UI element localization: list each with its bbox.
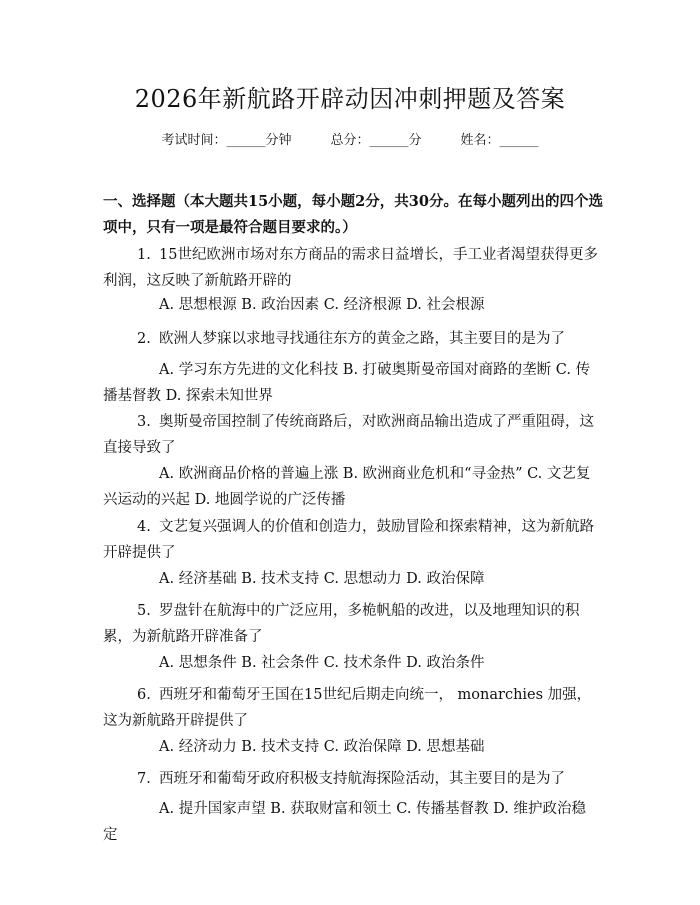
question-5-options	[103, 650, 600, 676]
question-text: 奥斯曼帝国控制了传统商路后，对欧洲商品输出造成了严重阻碍，这直接导致了	[103, 414, 594, 456]
document-title: 2026年新航路开辟动因冲刺押题及答案	[134, 85, 566, 113]
options-text: A. 思想根源 B. 政治因素 C. 经济根源 D. 社会根源	[159, 297, 485, 313]
question-number: 3.	[137, 414, 151, 430]
question-text: 罗盘针在航海中的广泛应用，多桅帆船的改进，以及地理知识的积累，为新航路开辟准备了	[103, 603, 580, 645]
question-number: 4.	[137, 519, 151, 535]
question-text: 西班牙和葡萄牙王国在15世纪后期走向统一， monarchies 加强，这为新航路开辟提供了	[103, 687, 592, 729]
question-text: 西班牙和葡萄牙政府积极支持航海探险活动，其主要目的是为了	[159, 771, 565, 787]
question-1	[103, 242, 600, 294]
question-number: 5.	[137, 603, 151, 619]
question-7	[103, 766, 600, 792]
question-number: 6.	[137, 687, 151, 703]
question-number: 1.	[137, 247, 151, 263]
question-6	[103, 682, 600, 734]
question-2	[103, 326, 600, 352]
options-text: A. 欧洲商品价格的普遍上涨 B. 欧洲商业危机和“寻金热” C. 文艺复兴运动的兴起 D. 地圆学说的广泛传播	[103, 466, 591, 508]
question-text: 15世纪欧洲市场对东方商品的需求日益增长，手工业者渴望获得更多利润，这反映了新航路开辟的	[103, 247, 598, 289]
options-text: A. 学习东方先进的文化科技 B. 打破奥斯曼帝国对商路的垄断 C. 传播基督教 D. 探索未知世界	[103, 362, 591, 404]
question-text: 文艺复兴强调人的价值和创造力，鼓励冒险和探索精神，这为新航路开辟提供了	[103, 519, 594, 561]
options-text: A. 思想条件 B. 社会条件 C. 技术条件 D. 政治条件	[159, 655, 485, 671]
question-1-options	[103, 292, 600, 318]
exam-info-line: 考试时间：______分钟 总分：______分 姓名：______	[161, 133, 539, 148]
question-6-options	[103, 734, 600, 760]
question-3-options	[103, 461, 600, 513]
question-text: 欧洲人梦寐以求地寻找通往东方的黄金之路，其主要目的是为了	[159, 331, 565, 347]
question-7-options	[103, 796, 600, 848]
options-text: A. 经济动力 B. 技术支持 C. 政治保障 D. 思想基础	[159, 739, 485, 755]
section-heading: 一、选择题（本大题共15小题，每小题2分，共30分。在每小题列出的四个选项中，只有一项是最符合题目要求的。）	[103, 193, 603, 236]
question-number: 7.	[137, 771, 151, 787]
question-4	[103, 514, 600, 566]
options-text: A. 提升国家声望 B. 获取财富和领土 C. 传播基督教 D. 维护政治稳定	[103, 801, 587, 843]
question-3	[103, 409, 600, 461]
question-4-options	[103, 566, 600, 592]
question-5	[103, 598, 600, 650]
options-text: A. 经济基础 B. 技术支持 C. 思想动力 D. 政治保障	[159, 571, 485, 587]
question-2-options	[103, 357, 600, 409]
question-number: 2.	[137, 331, 151, 347]
